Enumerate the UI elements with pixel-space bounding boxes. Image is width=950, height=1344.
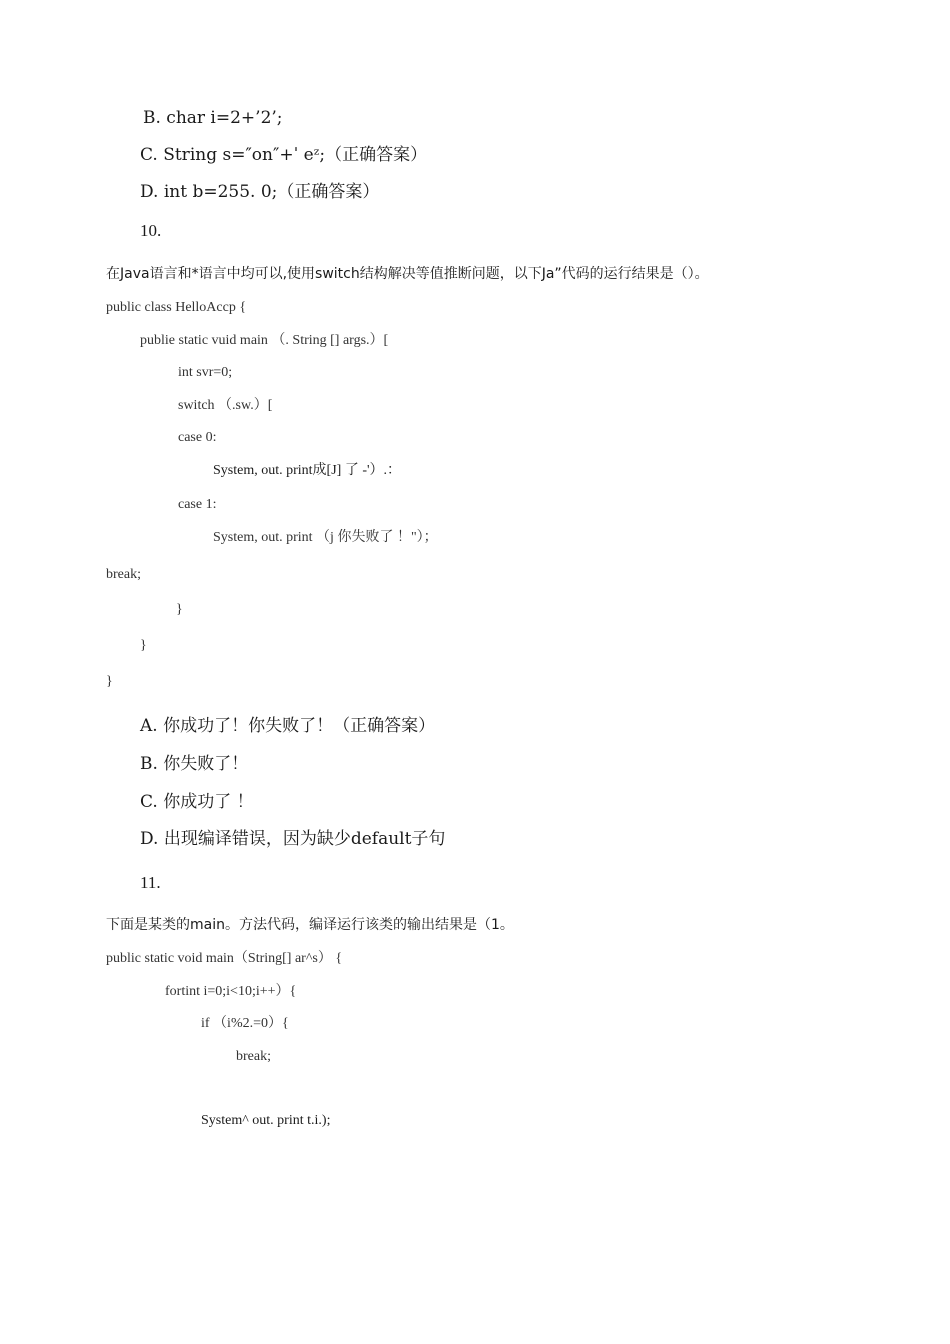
- code-line: System, out. print （j 你失败了 ！"）；: [213, 530, 438, 545]
- option-a: A. 你成功了！你失败了！（正确答案）: [140, 716, 436, 736]
- question-number: 11.: [140, 873, 161, 892]
- code-line: break;: [236, 1049, 271, 1064]
- option-c: C. 你成功了 ！: [140, 792, 254, 812]
- question-number: 10.: [140, 221, 162, 240]
- code-line: case 0:: [178, 430, 217, 445]
- code-line: System, out. print成[J] 了 -'）.：: [213, 463, 402, 478]
- code-line: fortint i=0;i<10;i++）{: [165, 984, 297, 999]
- code-line: int svr=0;: [178, 365, 233, 380]
- option-d: D. 出现编译错误，因为缺少default子句: [140, 829, 446, 849]
- code-line: }: [106, 674, 113, 689]
- code-line: switch （.sw.）[: [178, 398, 273, 413]
- code-line: break;: [106, 567, 141, 582]
- option-b: B. char i=2+’2’;: [143, 108, 283, 128]
- code-line: publie static vuid main （. String [] args.）[: [140, 333, 389, 348]
- code-line: }: [176, 602, 183, 617]
- code-line: case 1:: [178, 497, 217, 512]
- code-line: }: [140, 638, 147, 653]
- option-c: C. String s=″on″+ˈ eᶻ;（正确答案）: [140, 145, 428, 165]
- code-line: public class HelloAccp {: [106, 300, 247, 315]
- code-line: System^ out. print t.i.);: [201, 1113, 331, 1128]
- code-line: if （i%2.=0）{: [201, 1016, 289, 1031]
- code-line: public static void main（String[] ar^s） {: [106, 951, 343, 966]
- question-text: 在Java语言和*语言中均可以,使用switch结构解决等值推断问题，以下Ja”代码的运行结果是（）。: [106, 266, 709, 282]
- option-d: D. int b=255. 0;（正确答案）: [140, 182, 380, 202]
- question-text: 下面是某类的main。方法代码，编译运行该类的输出结果是（1。: [106, 917, 514, 933]
- option-b: B. 你失败了！: [140, 754, 249, 774]
